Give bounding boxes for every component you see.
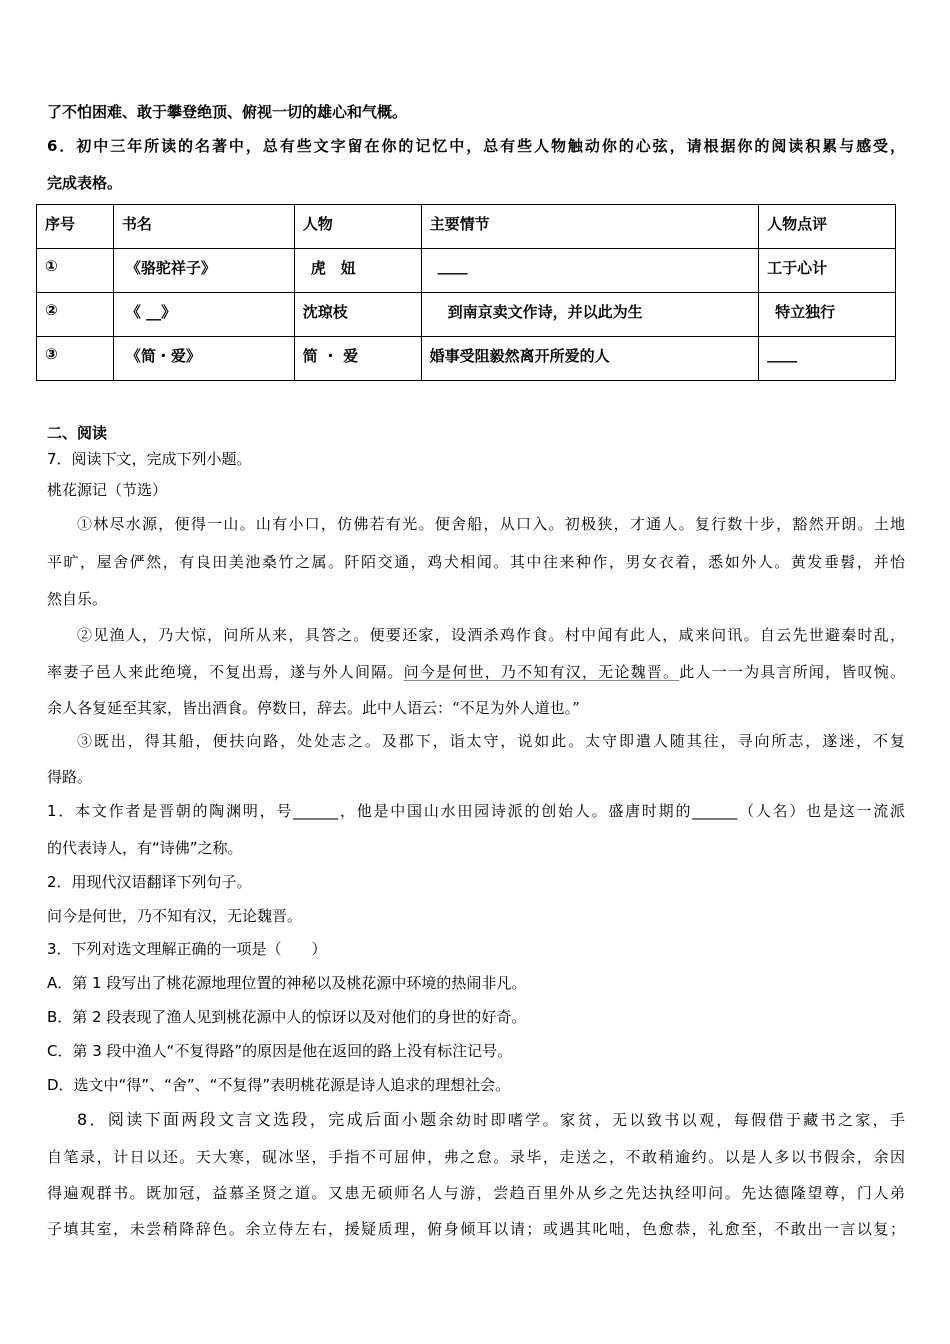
cell: 《简・爱》 (113, 337, 294, 381)
intro-line: 了不怕困难、敢于攀登绝顶、俯视一切的雄心和气概。 (47, 103, 408, 121)
passage-line: 平旷，屋舍俨然，有良田美池桑竹之属。阡陌交通，鸡犬相闻。其中往来种作，男女衣着，悉如外人。黄发垂髫，并怡 (47, 553, 905, 571)
cell: ② (37, 293, 114, 337)
header-cell: 主要情节 (421, 205, 759, 249)
cell: ____ (421, 249, 759, 293)
text-segment: 此人一一为具言所闻，皆叹惋。 (679, 663, 905, 681)
q7-prompt: 7．阅读下文，完成下列小题。 (47, 450, 252, 468)
sub-question-3: 3．下列对选文理解正确的一项是（ ） (47, 940, 327, 958)
passage-line: ①林尽水源，便得一山。山有小口，仿佛若有光。便舍船，从口入。初极狭，才通人。复行数十步，豁然开朗。土地 (77, 515, 905, 533)
cell: 到南京卖文作诗，并以此为生 (421, 293, 759, 337)
cell: 虎 妞 (294, 249, 421, 293)
cell: 特立独行 (759, 293, 896, 337)
sub-question-2: 2．用现代汉语翻译下列句子。 (47, 873, 252, 891)
header-cell: 序号 (37, 205, 114, 249)
header-cell: 书名 (113, 205, 294, 249)
passage-line: ②见渔人，乃大惊，问所从来，具答之。便要还家，设酒杀鸡作食。村中闻有此人，咸来问讯。自云先世避秦时乱， (77, 626, 905, 644)
passage-title: 桃花源记（节选） (47, 481, 168, 499)
table-row (37, 337, 896, 381)
cell: ③ (37, 337, 114, 381)
section-title: 二、阅读 (47, 424, 108, 442)
cell: 工于心计 (759, 249, 896, 293)
text-segment: 率妻子邑人来此绝境，不复出焉，遂与外人间隔。 (47, 663, 404, 681)
q8-line (47, 1110, 905, 1130)
sub-question-1-cont: 的代表诗人，有“诗佛”之称。 (47, 839, 243, 857)
cell: 简 ・ 爱 (294, 337, 421, 381)
cell: ① (37, 249, 114, 293)
header-cell: 人物点评 (759, 205, 896, 249)
q8-line: 子填其室，未尝稍降辞色。余立侍左右，援疑质理，俯身倾耳以请；或遇其叱咄，色愈恭，礼愈至，不敢出一言以复； (47, 1220, 905, 1238)
q8-text: 余幼时即嗜学。家贫，无以致书以观，每假借于藏书之家，手 (438, 1111, 905, 1129)
option-d: D．选文中“得”、“舍”、“不复得”表明桃花源是诗人追求的理想社会。 (47, 1076, 511, 1094)
option-b: B．第 2 段表现了渔人见到桃花源中人的惊讶以及对他们的身世的好奇。 (47, 1008, 527, 1026)
cell: 沈琼枝 (294, 293, 421, 337)
passage-line: 得路。 (47, 768, 93, 786)
cell: 《 __》 (113, 293, 294, 337)
passage-line: ③既出，得其船，便扶向路，处处志之。及郡下，诣太守，说如此。太守即遣人随其往，寻向所志，遂迷，不复 (77, 732, 905, 750)
q8-line: 自笔录，计日以还。天大寒，砚冰坚，手指不可屈伸，弗之怠。录毕，走送之，不敢稍逾约。以是人多以书假余，余因 (47, 1148, 905, 1166)
header-cell: 人物 (294, 205, 421, 249)
option-a: A．第 1 段写出了桃花源地理位置的神秘以及桃花源中环境的热闹非凡。 (47, 974, 527, 992)
cell: ____ (759, 337, 896, 381)
passage-line: 余人各复延至其家，皆出酒食。停数日，辞去。此中人语云：“不足为外人道也。” (47, 699, 580, 717)
sub-question-2-sentence: 问今是何世，乃不知有汉，无论魏晋。 (47, 907, 303, 925)
table-row (37, 293, 896, 337)
sub-question-1: 1．本文作者是晋朝的陶渊明，号______，他是中国山水田园诗派的创始人。盛唐时期的______（人名）也是这一流派 (47, 802, 905, 820)
cell: 婚事受阻毅然离开所爱的人 (421, 337, 759, 381)
passage-line: 然自乐。 (47, 590, 108, 608)
table-row (37, 249, 896, 293)
reading-table (36, 204, 896, 381)
q8-prompt: 8．阅读下面两段文言文选段，完成后面小题 (77, 1110, 439, 1129)
table-header-row (37, 205, 896, 249)
underlined-sentence: 问今是何世，乃不知有汉，无论魏晋。 (403, 663, 680, 681)
q6-prompt-cont: 完成表格。 (47, 174, 123, 192)
q8-line: 得遍观群书。既加冠，益慕圣贤之道。又患无硕师名人与游，尝趋百里外从乡之先达执经叩问。先达德隆望尊，门人弟 (47, 1184, 905, 1202)
passage-line (47, 662, 905, 682)
cell: 《骆驼祥子》 (113, 249, 294, 293)
option-c: C．第 3 段中渔人“不复得路”的原因是他在返回的路上没有标注记号。 (47, 1042, 513, 1060)
q6-prompt: 6．初中三年所读的名著中，总有些文字留在你的记忆中，总有些人物触动你的心弦，请根据你的阅读积累与感受， (47, 137, 905, 155)
